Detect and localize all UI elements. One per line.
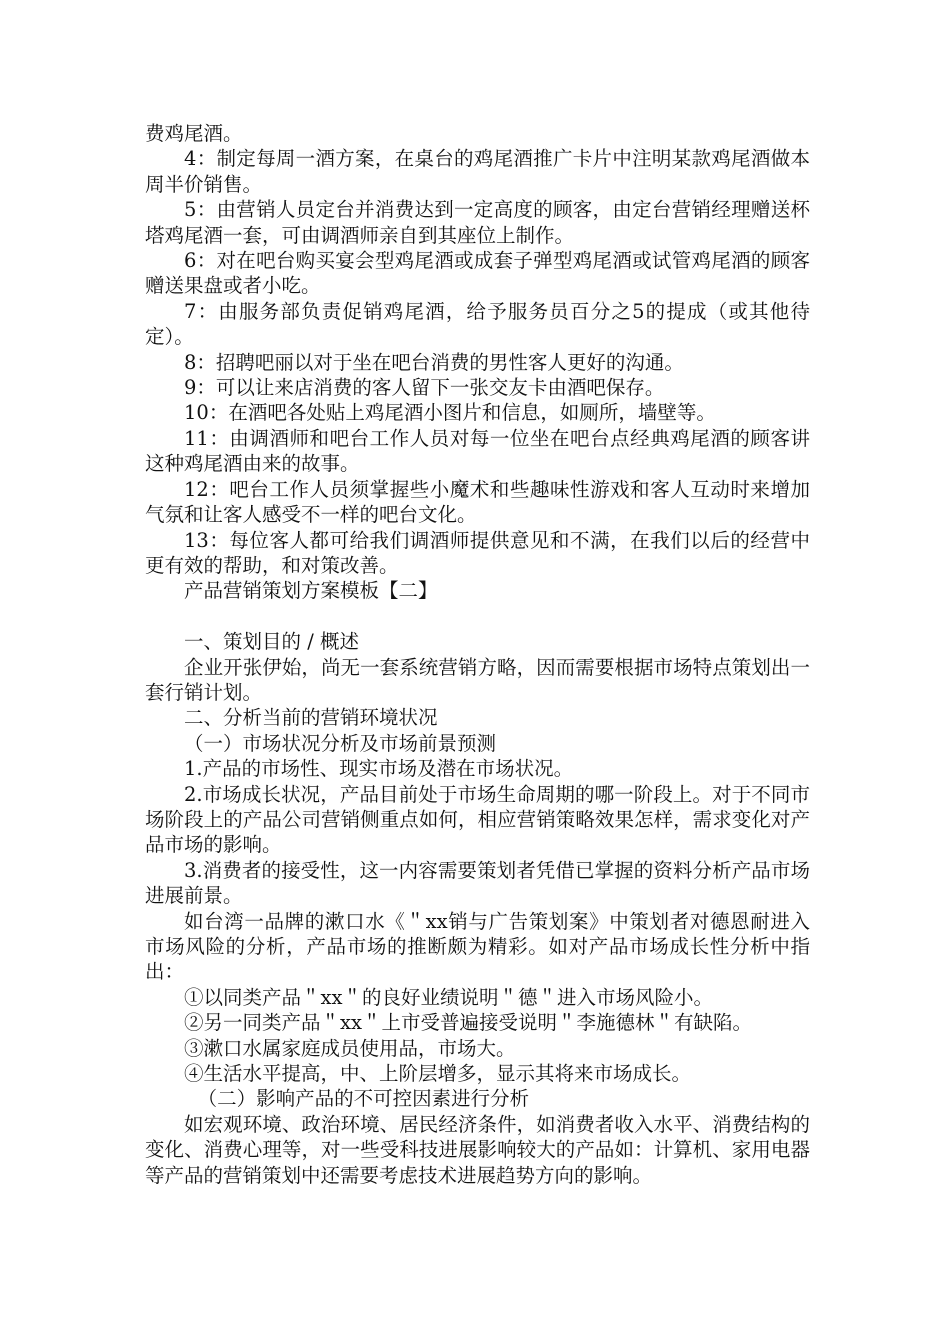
paragraph-5: 5：由营销人员定台并消费达到一定高度的顾客，由定台营销经理赠送杯塔鸡尾酒一套，可由调酒师亲自到其座位上制作。	[145, 198, 810, 247]
paragraph-11: 11：由调酒师和吧台工作人员对每一位坐在吧台点经典鸡尾酒的顾客讲这种鸡尾酒由来的故事。	[145, 426, 810, 476]
paragraph-12: 12：吧台工作人员须掌握些小魔术和些趣味性游戏和客人互动时来增加气氛和让客人感受不一样的吧台文化。	[145, 477, 810, 527]
paragraph-sub1: （一）市场状况分析及市场前景预测	[184, 731, 497, 755]
blank-line	[145, 604, 810, 629]
paragraph-continued: 费鸡尾酒。	[145, 122, 243, 145]
paragraph-title2: 产品营销策划方案模板【二】	[184, 579, 438, 603]
paragraph-6: 6：对在吧台购买宴会型鸡尾酒或成套子弹型鸡尾酒或试管鸡尾酒的顾客赠送果盘或者小吃。	[145, 249, 810, 298]
paragraph-7: 7：由服务部负责促销鸡尾酒，给予服务员百分之5的提成（或其他待定）。	[145, 299, 810, 349]
paragraph-4: 4：制定每周一酒方案，在桌台的鸡尾酒推广卡片中注明某款鸡尾酒做本周半价销售。	[145, 147, 810, 196]
paragraph-sub1-2: 2.市场成长状况，产品目前处于市场生命周期的哪一阶段上。对于不同市场阶段上的产品公司营销侧重点如何，相应营销策略效果怎样，需求变化对产品市场的影响。	[145, 782, 810, 857]
paragraph-sub2: （二）影响产品的不可控因素进行分析	[197, 1087, 530, 1111]
paragraph-sec1-body: 企业开张伊始，尚无一套系统营销方略，因而需要根据市场特点策划出一套行销计划。	[145, 655, 810, 704]
paragraph-sub1-1: 1.产品的市场性、现实市场及潜在市场状况。	[184, 757, 574, 781]
paragraph-8: 8：招聘吧丽以对于坐在吧台消费的男性客人更好的沟通。	[184, 350, 684, 374]
paragraph-c4: ④生活水平提高，中、上阶层增多，显示其将来市场成长。	[184, 1062, 692, 1086]
document-body	[145, 121, 810, 1188]
paragraph-sub2-body: 如宏观环境、政治环境、居民经济条件，如消费者收入水平、消费结构的变化、消费心理等，对一些受科技进展影响较大的产品如：计算机、家用电器等产品的营销策划中还需要考虑技术进展趋势方向的影响。	[145, 1112, 810, 1187]
paragraph-example: 如台湾一品牌的漱口水《＂xx销与广告策划案》中策划者对德恩耐进入市场风险的分析，产品市场的推断颇为精彩。如对产品市场成长性分析中指出：	[145, 909, 810, 984]
paragraph-c3: ③漱口水属家庭成员使用品，市场大。	[184, 1036, 516, 1060]
paragraph-sec1: 一、策划目的 / 概述	[184, 630, 359, 654]
paragraph-sub1-3: 3.消费者的接受性，这一内容需要策划者凭借已掌握的资料分析产品市场进展前景。	[145, 858, 810, 908]
paragraph-10: 10：在酒吧各处贴上鸡尾酒小图片和信息，如厕所，墙壁等。	[184, 401, 716, 425]
paragraph-sec2: 二、分析当前的营销环境状况	[184, 706, 438, 730]
paragraph-c2: ②另一同类产品＂xx＂上市受普遍接受说明＂李施德林＂有缺陷。	[184, 1011, 752, 1035]
paragraph-c1: ①以同类产品＂xx＂的良好业绩说明＂德＂进入市场风险小。	[184, 985, 713, 1009]
paragraph-13: 13：每位客人都可给我们调酒师提供意见和不满，在我们以后的经营中更有效的帮助，和对策改善。	[145, 528, 810, 577]
paragraph-9: 9：可以让来店消费的客人留下一张交友卡由酒吧保存。	[184, 376, 665, 400]
